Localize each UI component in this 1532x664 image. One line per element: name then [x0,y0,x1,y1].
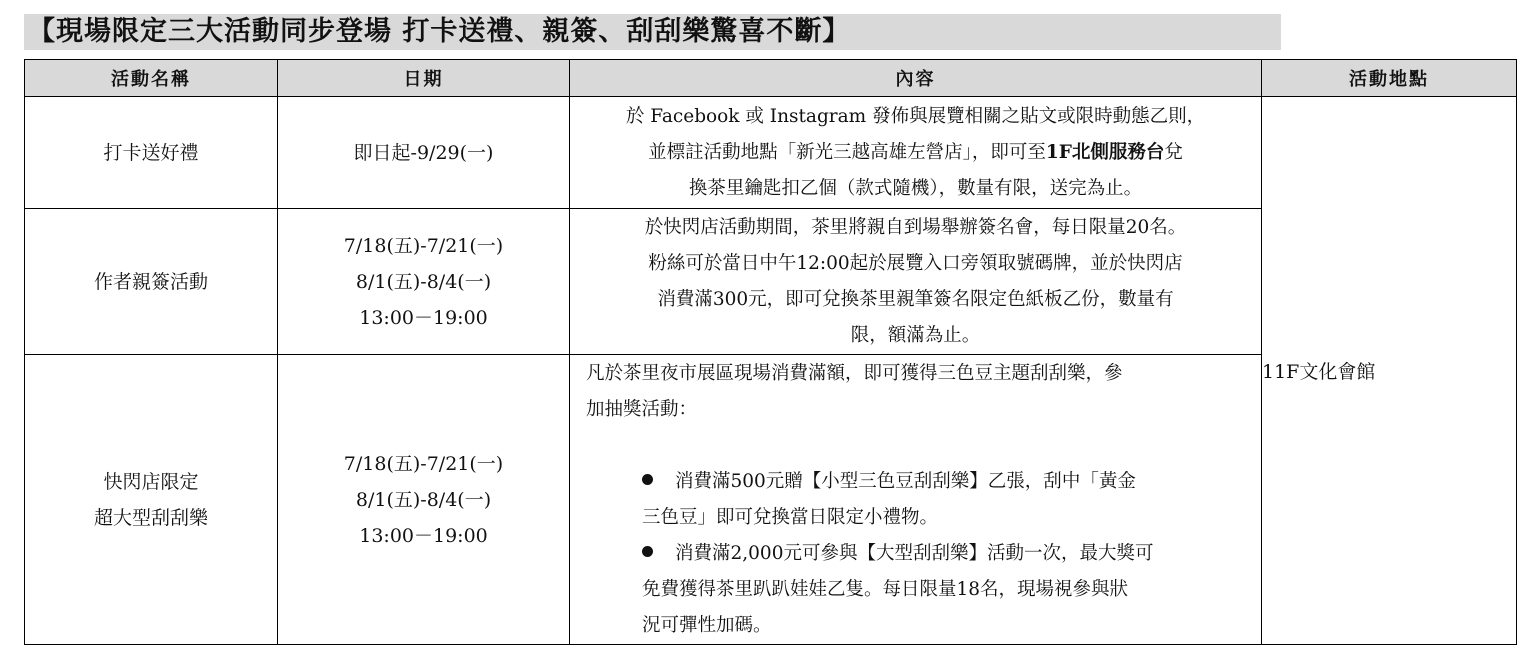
content-line [570,135,1261,171]
table-header-row [25,60,1517,97]
content-line: 消費滿300元，即可兌換茶里親筆簽名限定色紙板乙份，數量有 [657,288,1174,310]
column-header-date: 日期 [278,60,570,97]
event-location: 11F文化會館 [1262,361,1376,383]
content-line: 凡於茶里夜市展區現場消費滿額，即可獲得三色豆主題刮刮樂，參 [586,362,1123,384]
bullet-continuation: 免費獲得茶里趴趴娃娃乙隻。每日限量18名，現場視參與狀 [642,578,1129,600]
event-name-cell [25,355,278,645]
event-date-line: 7/18(五)-7/21(一) [343,234,504,257]
content-line: 限，額滿為止。 [850,324,981,346]
event-date-cell [278,355,570,645]
content-line: 於快閃店活動期間，茶里將親自到場舉辦簽名會，每日限量20名。 [644,216,1187,238]
content-line: 於 Facebook 或 Instagram 發佈與展覽相關之貼文或限時動態乙則， [625,105,1206,127]
column-header-location: 活動地點 [1262,60,1517,97]
event-date-line: 8/1(五)-8/4(一) [355,270,492,293]
table-row [25,97,1517,209]
event-content-cell [570,355,1262,645]
event-name-cell [25,97,278,209]
event-name: 打卡送好禮 [103,141,199,164]
event-name: 作者親簽活動 [93,270,208,293]
event-date-line: 8/1(五)-8/4(一) [355,488,492,511]
event-time-line: 13:00－19:00 [359,306,488,329]
bullet-icon [642,546,653,557]
content-line: 加抽獎活動： [586,398,698,420]
event-date-cell [278,209,570,355]
event-name-cell [25,209,278,355]
content-text: 並標註活動地點「新光三越高雄左營店」，即可至 [648,141,1046,163]
spacer [586,428,1247,464]
content-line: 換茶里鑰匙扣乙個（款式隨機），數量有限，送完為止。 [688,177,1143,199]
event-name-line: 超大型刮刮樂 [93,506,208,529]
bullet-icon [642,474,653,485]
content-line: 粉絲可於當日中午12:00起於展覽入口旁領取號碼牌，並於快閃店 [648,252,1183,274]
event-time-line: 13:00－19:00 [359,524,488,547]
event-location-cell [1262,97,1517,645]
bullet-item [586,536,1247,572]
event-date: 即日起-9/29(一) [353,141,494,164]
column-header-content: 內容 [570,60,1262,97]
bullet-continuation: 況可彈性加碼。 [642,614,772,636]
events-table [24,59,1517,645]
bullet-item [586,464,1247,500]
event-date-line: 7/18(五)-7/21(一) [343,452,504,475]
event-content-cell [570,97,1262,209]
bullet-text: 消費滿2,000元可參與【大型刮刮樂】活動一次，最大獎可 [675,542,1154,564]
column-header-name: 活動名稱 [25,60,278,97]
service-desk-highlight: 1F北側服務台 [1045,141,1165,163]
event-content-cell [570,209,1262,355]
event-date-cell [278,97,570,209]
bullet-continuation: 三色豆」即可兌換當日限定小禮物。 [642,506,939,528]
content-text: 兌 [1164,141,1183,163]
bullet-text: 消費滿500元贈【小型三色豆刮刮樂】乙張，刮中「黃金 [675,470,1136,492]
page-title: 【現場限定三大活動同步登場 打卡送禮、親簽、刮刮樂驚喜不斷】 [28,16,851,47]
event-name-line: 快閃店限定 [103,470,199,493]
